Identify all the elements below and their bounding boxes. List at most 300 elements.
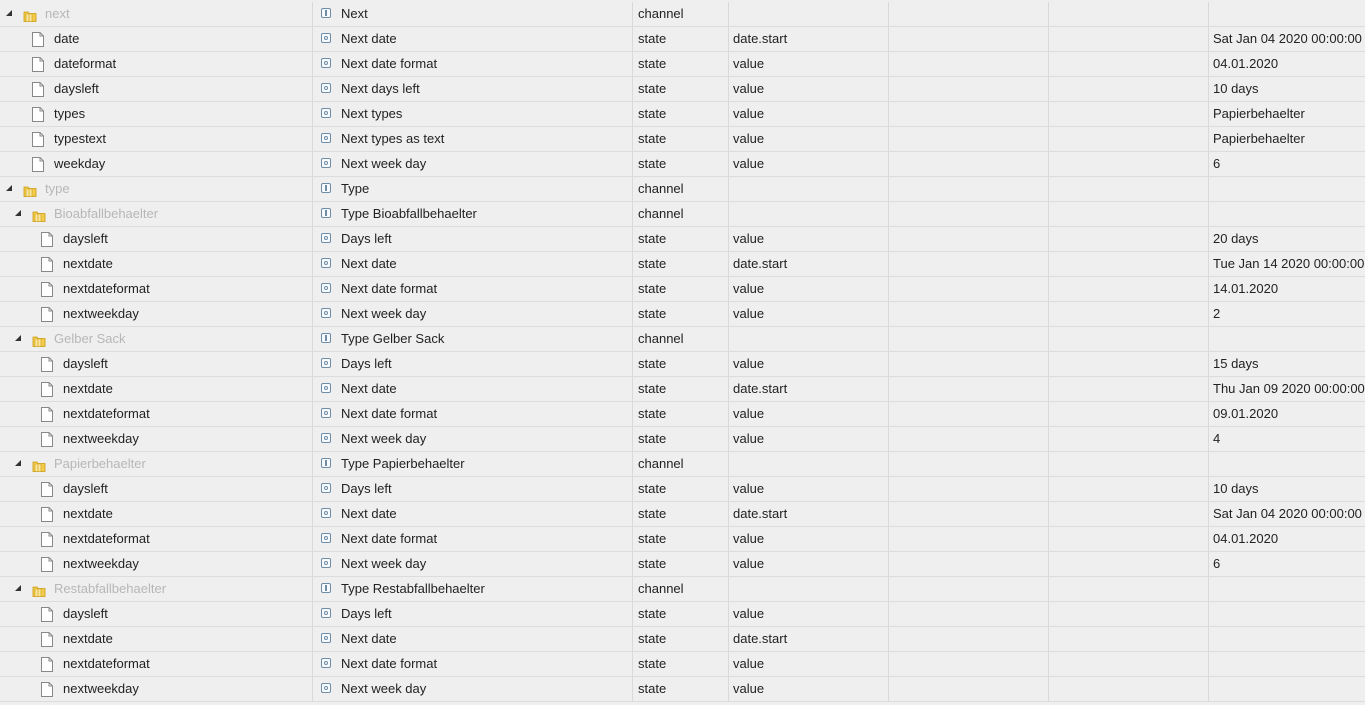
object-id-label: nextdateformat bbox=[63, 281, 150, 296]
tree-row[interactable] bbox=[0, 677, 1365, 702]
id-cell bbox=[0, 552, 313, 576]
file-icon bbox=[32, 131, 44, 146]
empty-cell bbox=[1049, 2, 1209, 26]
id-cell bbox=[0, 252, 313, 276]
object-id-label: daysleft bbox=[54, 81, 99, 96]
role-cell: value bbox=[729, 352, 889, 376]
value-cell[interactable]: 09.01.2020 bbox=[1213, 406, 1279, 421]
tree-row[interactable] bbox=[0, 452, 1365, 477]
state-icon bbox=[321, 83, 331, 93]
type-cell: channel bbox=[633, 452, 729, 476]
empty-cell bbox=[1049, 27, 1209, 51]
id-cell bbox=[0, 52, 313, 76]
object-id-label: date bbox=[54, 31, 80, 46]
empty-cell bbox=[889, 527, 1049, 551]
type-cell: channel bbox=[633, 177, 729, 201]
type-cell: state bbox=[633, 477, 729, 501]
object-id-label: weekday bbox=[54, 156, 106, 171]
object-id-label: nextdate bbox=[63, 256, 113, 271]
role-cell: value bbox=[729, 302, 889, 326]
file-icon bbox=[41, 481, 53, 496]
name-cell bbox=[313, 102, 633, 126]
object-name: Days left bbox=[341, 481, 392, 496]
name-cell bbox=[313, 502, 633, 526]
object-id-label: Gelber Sack bbox=[54, 331, 126, 346]
role-cell: value bbox=[729, 52, 889, 76]
empty-cell bbox=[889, 352, 1049, 376]
empty-cell bbox=[889, 652, 1049, 676]
name-cell bbox=[313, 652, 633, 676]
role-cell bbox=[729, 452, 889, 476]
tree-row[interactable] bbox=[0, 477, 1365, 502]
name-cell bbox=[313, 427, 633, 451]
empty-cell bbox=[889, 552, 1049, 576]
id-cell bbox=[0, 352, 313, 376]
type-cell: state bbox=[633, 77, 729, 101]
type-cell: state bbox=[633, 27, 729, 51]
folder-icon bbox=[32, 457, 46, 471]
role-cell bbox=[729, 202, 889, 226]
object-name: Next date bbox=[341, 31, 397, 46]
value-cell[interactable]: Sat Jan 04 2020 00:00:00 bbox=[1213, 31, 1362, 46]
name-cell bbox=[313, 677, 633, 701]
tree-row[interactable] bbox=[0, 627, 1365, 652]
type-cell: state bbox=[633, 277, 729, 301]
value-cell[interactable] bbox=[1209, 202, 1365, 226]
value-cell[interactable]: 15 days bbox=[1213, 356, 1259, 371]
file-icon bbox=[41, 231, 53, 246]
value-cell[interactable] bbox=[1209, 327, 1365, 351]
id-cell bbox=[0, 602, 313, 626]
object-id-label: Restabfallbehaelter bbox=[54, 581, 167, 596]
file-icon bbox=[41, 631, 53, 646]
object-id-label: daysleft bbox=[63, 481, 108, 496]
value-cell[interactable]: Thu Jan 09 2020 00:00:00 bbox=[1213, 381, 1365, 396]
type-cell: state bbox=[633, 402, 729, 426]
empty-cell bbox=[1049, 52, 1209, 76]
file-icon bbox=[32, 156, 44, 171]
tree-row[interactable] bbox=[0, 252, 1365, 277]
empty-cell bbox=[889, 252, 1049, 276]
folder-icon bbox=[32, 332, 46, 346]
file-icon bbox=[41, 356, 53, 371]
tree-row[interactable] bbox=[0, 202, 1365, 227]
type-cell: state bbox=[633, 527, 729, 551]
object-id-label: types bbox=[54, 106, 86, 121]
state-icon bbox=[321, 58, 331, 68]
tree-row[interactable] bbox=[0, 302, 1365, 327]
tree-row[interactable] bbox=[0, 652, 1365, 677]
tree-row[interactable] bbox=[0, 527, 1365, 552]
state-icon bbox=[321, 383, 331, 393]
empty-cell bbox=[1049, 402, 1209, 426]
id-cell bbox=[0, 202, 313, 226]
role-cell bbox=[729, 177, 889, 201]
state-icon bbox=[321, 233, 331, 243]
name-cell bbox=[313, 477, 633, 501]
empty-cell bbox=[1049, 127, 1209, 151]
empty-cell bbox=[889, 127, 1049, 151]
expand-toggle-icon[interactable] bbox=[15, 210, 21, 216]
role-cell bbox=[729, 2, 889, 26]
file-icon bbox=[32, 81, 44, 96]
empty-cell bbox=[889, 202, 1049, 226]
tree-row[interactable] bbox=[0, 577, 1365, 602]
channel-icon bbox=[321, 458, 331, 468]
empty-cell bbox=[889, 27, 1049, 51]
name-cell bbox=[313, 452, 633, 476]
type-cell: state bbox=[633, 552, 729, 576]
empty-cell bbox=[889, 427, 1049, 451]
empty-cell bbox=[889, 477, 1049, 501]
object-id-label: nextweekday bbox=[63, 306, 139, 321]
object-id-label: daysleft bbox=[63, 606, 108, 621]
expand-toggle-icon[interactable] bbox=[15, 460, 21, 466]
value-cell[interactable] bbox=[1209, 577, 1365, 601]
name-cell bbox=[313, 27, 633, 51]
channel-icon bbox=[321, 183, 331, 193]
id-cell bbox=[0, 652, 313, 676]
name-cell bbox=[313, 152, 633, 176]
tree-row[interactable] bbox=[0, 227, 1365, 252]
type-cell: state bbox=[633, 677, 729, 701]
role-cell: value bbox=[729, 277, 889, 301]
empty-cell bbox=[1049, 502, 1209, 526]
folder-icon bbox=[32, 582, 46, 596]
tree-row[interactable] bbox=[0, 552, 1365, 577]
file-icon bbox=[41, 556, 53, 571]
object-name: Next week day bbox=[341, 156, 427, 171]
file-icon bbox=[41, 681, 53, 696]
file-icon bbox=[41, 381, 53, 396]
tree-row[interactable] bbox=[0, 327, 1365, 352]
empty-cell bbox=[889, 627, 1049, 651]
type-cell: state bbox=[633, 252, 729, 276]
empty-cell bbox=[1049, 302, 1209, 326]
name-cell bbox=[313, 577, 633, 601]
value-cell[interactable]: Papierbehaelter bbox=[1213, 106, 1305, 121]
empty-cell bbox=[1049, 152, 1209, 176]
empty-cell bbox=[1049, 177, 1209, 201]
empty-cell bbox=[1049, 252, 1209, 276]
file-icon bbox=[41, 531, 53, 546]
empty-cell bbox=[889, 177, 1049, 201]
empty-cell bbox=[889, 227, 1049, 251]
object-name: Type Bioabfallbehaelter bbox=[341, 206, 477, 221]
tree-row[interactable] bbox=[0, 102, 1365, 127]
empty-cell bbox=[889, 402, 1049, 426]
value-cell[interactable]: 04.01.2020 bbox=[1213, 56, 1279, 71]
value-cell[interactable]: 14.01.2020 bbox=[1213, 281, 1279, 296]
file-icon bbox=[32, 31, 44, 46]
type-cell: state bbox=[633, 602, 729, 626]
role-cell bbox=[729, 327, 889, 351]
role-cell: value bbox=[729, 652, 889, 676]
name-cell bbox=[313, 302, 633, 326]
object-id-label: nextweekday bbox=[63, 431, 139, 446]
empty-cell bbox=[1049, 602, 1209, 626]
channel-icon bbox=[321, 8, 331, 18]
type-cell: state bbox=[633, 127, 729, 151]
type-cell: state bbox=[633, 52, 729, 76]
id-cell bbox=[0, 152, 313, 176]
name-cell bbox=[313, 527, 633, 551]
value-cell[interactable] bbox=[1209, 652, 1365, 676]
empty-cell bbox=[1049, 327, 1209, 351]
state-icon bbox=[321, 433, 331, 443]
empty-cell bbox=[1049, 277, 1209, 301]
value-cell[interactable]: 2 bbox=[1213, 306, 1221, 321]
state-icon bbox=[321, 358, 331, 368]
object-id-label: Bioabfallbehaelter bbox=[54, 206, 159, 221]
folder-icon bbox=[23, 182, 37, 196]
id-cell bbox=[0, 577, 313, 601]
role-cell bbox=[729, 577, 889, 601]
object-id-label: nextdateformat bbox=[63, 656, 150, 671]
empty-cell bbox=[1049, 552, 1209, 576]
tree-row[interactable] bbox=[0, 27, 1365, 52]
state-icon bbox=[321, 558, 331, 568]
tree-row[interactable] bbox=[0, 277, 1365, 302]
name-cell bbox=[313, 177, 633, 201]
type-cell: state bbox=[633, 652, 729, 676]
empty-cell bbox=[889, 602, 1049, 626]
value-cell[interactable] bbox=[1209, 627, 1365, 651]
id-cell bbox=[0, 302, 313, 326]
id-cell bbox=[0, 177, 313, 201]
state-icon bbox=[321, 633, 331, 643]
value-cell[interactable]: 10 days bbox=[1213, 481, 1259, 496]
type-cell: channel bbox=[633, 202, 729, 226]
empty-cell bbox=[1049, 652, 1209, 676]
empty-cell bbox=[1049, 452, 1209, 476]
id-cell bbox=[0, 452, 313, 476]
empty-cell bbox=[889, 302, 1049, 326]
type-cell: channel bbox=[633, 577, 729, 601]
name-cell bbox=[313, 402, 633, 426]
role-cell: value bbox=[729, 477, 889, 501]
empty-cell bbox=[889, 327, 1049, 351]
value-cell[interactable]: 04.01.2020 bbox=[1213, 531, 1279, 546]
state-icon bbox=[321, 658, 331, 668]
object-name: Next types bbox=[341, 106, 403, 121]
empty-cell bbox=[1049, 477, 1209, 501]
empty-cell bbox=[1049, 377, 1209, 401]
name-cell bbox=[313, 327, 633, 351]
role-cell: value bbox=[729, 677, 889, 701]
object-name: Next week day bbox=[341, 556, 427, 571]
value-cell[interactable] bbox=[1209, 452, 1365, 476]
type-cell: channel bbox=[633, 327, 729, 351]
type-cell: channel bbox=[633, 2, 729, 26]
name-cell bbox=[313, 552, 633, 576]
expand-toggle-icon[interactable] bbox=[15, 585, 21, 591]
value-cell[interactable]: 20 days bbox=[1213, 231, 1259, 246]
name-cell bbox=[313, 252, 633, 276]
tree-row[interactable] bbox=[0, 52, 1365, 77]
state-icon bbox=[321, 33, 331, 43]
state-icon bbox=[321, 308, 331, 318]
file-icon bbox=[41, 431, 53, 446]
file-icon bbox=[41, 606, 53, 621]
empty-cell bbox=[889, 277, 1049, 301]
name-cell bbox=[313, 377, 633, 401]
object-name: Next types as text bbox=[341, 131, 445, 146]
file-icon bbox=[41, 256, 53, 271]
expand-toggle-icon[interactable] bbox=[6, 10, 12, 16]
role-cell: date.start bbox=[729, 627, 889, 651]
object-name: Next week day bbox=[341, 306, 427, 321]
name-cell bbox=[313, 352, 633, 376]
type-cell: state bbox=[633, 502, 729, 526]
empty-cell bbox=[889, 502, 1049, 526]
value-cell[interactable]: 10 days bbox=[1213, 81, 1259, 96]
name-cell bbox=[313, 202, 633, 226]
tree-row[interactable] bbox=[0, 427, 1365, 452]
value-cell[interactable] bbox=[1209, 602, 1365, 626]
name-cell bbox=[313, 227, 633, 251]
object-id-label: daysleft bbox=[63, 231, 108, 246]
value-cell[interactable] bbox=[1209, 2, 1365, 26]
object-id-label: Papierbehaelter bbox=[54, 456, 146, 471]
value-cell[interactable]: Sat Jan 04 2020 00:00:00 bbox=[1213, 506, 1362, 521]
id-cell bbox=[0, 402, 313, 426]
object-id-label: typestext bbox=[54, 131, 107, 146]
tree-row[interactable] bbox=[0, 352, 1365, 377]
state-icon bbox=[321, 608, 331, 618]
tree-row[interactable] bbox=[0, 377, 1365, 402]
empty-cell bbox=[889, 152, 1049, 176]
id-cell bbox=[0, 77, 313, 101]
value-cell[interactable]: Tue Jan 14 2020 00:00:00 bbox=[1213, 256, 1365, 271]
folder-icon bbox=[32, 207, 46, 221]
file-icon bbox=[41, 656, 53, 671]
channel-icon bbox=[321, 583, 331, 593]
object-id-label: type bbox=[45, 181, 70, 196]
type-cell: state bbox=[633, 377, 729, 401]
object-name: Type bbox=[341, 181, 370, 196]
value-cell[interactable]: Papierbehaelter bbox=[1213, 131, 1305, 146]
tree-row[interactable] bbox=[0, 502, 1365, 527]
empty-cell bbox=[889, 452, 1049, 476]
id-cell bbox=[0, 627, 313, 651]
object-tree-grid bbox=[0, 2, 1365, 702]
id-cell bbox=[0, 277, 313, 301]
object-name: Next week day bbox=[341, 681, 427, 696]
empty-cell bbox=[889, 2, 1049, 26]
object-id-label: next bbox=[45, 6, 70, 21]
empty-cell bbox=[1049, 227, 1209, 251]
value-cell[interactable] bbox=[1209, 677, 1365, 701]
type-cell: state bbox=[633, 427, 729, 451]
channel-icon bbox=[321, 333, 331, 343]
id-cell bbox=[0, 527, 313, 551]
empty-cell bbox=[889, 52, 1049, 76]
id-cell bbox=[0, 27, 313, 51]
state-icon bbox=[321, 508, 331, 518]
state-icon bbox=[321, 683, 331, 693]
role-cell: date.start bbox=[729, 252, 889, 276]
object-id-label: nextdate bbox=[63, 381, 113, 396]
empty-cell bbox=[1049, 577, 1209, 601]
role-cell: value bbox=[729, 427, 889, 451]
empty-cell bbox=[889, 577, 1049, 601]
object-name: Days left bbox=[341, 231, 392, 246]
tree-row[interactable] bbox=[0, 402, 1365, 427]
object-id-label: nextdate bbox=[63, 506, 113, 521]
tree-row[interactable] bbox=[0, 602, 1365, 627]
id-cell bbox=[0, 102, 313, 126]
tree-row[interactable] bbox=[0, 2, 1365, 27]
empty-cell bbox=[1049, 77, 1209, 101]
id-cell bbox=[0, 477, 313, 501]
object-name: Next date format bbox=[341, 656, 438, 671]
type-cell: state bbox=[633, 152, 729, 176]
object-id-label: nextdate bbox=[63, 631, 113, 646]
object-id-label: dateformat bbox=[54, 56, 117, 71]
empty-cell bbox=[889, 377, 1049, 401]
value-cell[interactable] bbox=[1209, 177, 1365, 201]
name-cell bbox=[313, 52, 633, 76]
name-cell bbox=[313, 627, 633, 651]
tree-row[interactable] bbox=[0, 177, 1365, 202]
role-cell: value bbox=[729, 402, 889, 426]
value-cell[interactable]: 4 bbox=[1213, 431, 1221, 446]
expand-toggle-icon[interactable] bbox=[6, 185, 12, 191]
object-id-label: daysleft bbox=[63, 356, 108, 371]
empty-cell bbox=[1049, 352, 1209, 376]
value-cell[interactable]: 6 bbox=[1213, 156, 1221, 171]
role-cell: date.start bbox=[729, 502, 889, 526]
role-cell: value bbox=[729, 527, 889, 551]
role-cell: value bbox=[729, 552, 889, 576]
object-id-label: nextdateformat bbox=[63, 406, 150, 421]
id-cell bbox=[0, 427, 313, 451]
tree-row[interactable] bbox=[0, 152, 1365, 177]
file-icon bbox=[41, 506, 53, 521]
object-id-label: nextdateformat bbox=[63, 531, 150, 546]
object-name: Next date bbox=[341, 631, 397, 646]
state-icon bbox=[321, 533, 331, 543]
id-cell bbox=[0, 677, 313, 701]
tree-row[interactable] bbox=[0, 127, 1365, 152]
state-icon bbox=[321, 133, 331, 143]
object-name: Type Gelber Sack bbox=[341, 331, 445, 346]
type-cell: state bbox=[633, 302, 729, 326]
type-cell: state bbox=[633, 102, 729, 126]
object-name: Days left bbox=[341, 356, 392, 371]
tree-row[interactable] bbox=[0, 77, 1365, 102]
value-cell[interactable]: 6 bbox=[1213, 556, 1221, 571]
role-cell: value bbox=[729, 152, 889, 176]
id-cell bbox=[0, 327, 313, 351]
object-name: Next date format bbox=[341, 56, 438, 71]
state-icon bbox=[321, 258, 331, 268]
empty-cell bbox=[1049, 527, 1209, 551]
object-name: Next date bbox=[341, 506, 397, 521]
object-id-label: nextweekday bbox=[63, 681, 139, 696]
role-cell: value bbox=[729, 127, 889, 151]
state-icon bbox=[321, 408, 331, 418]
empty-cell bbox=[889, 77, 1049, 101]
file-icon bbox=[41, 281, 53, 296]
object-name: Type Restabfallbehaelter bbox=[341, 581, 485, 596]
object-name: Next date format bbox=[341, 531, 438, 546]
expand-toggle-icon[interactable] bbox=[15, 335, 21, 341]
role-cell: date.start bbox=[729, 377, 889, 401]
empty-cell bbox=[889, 102, 1049, 126]
role-cell: value bbox=[729, 102, 889, 126]
